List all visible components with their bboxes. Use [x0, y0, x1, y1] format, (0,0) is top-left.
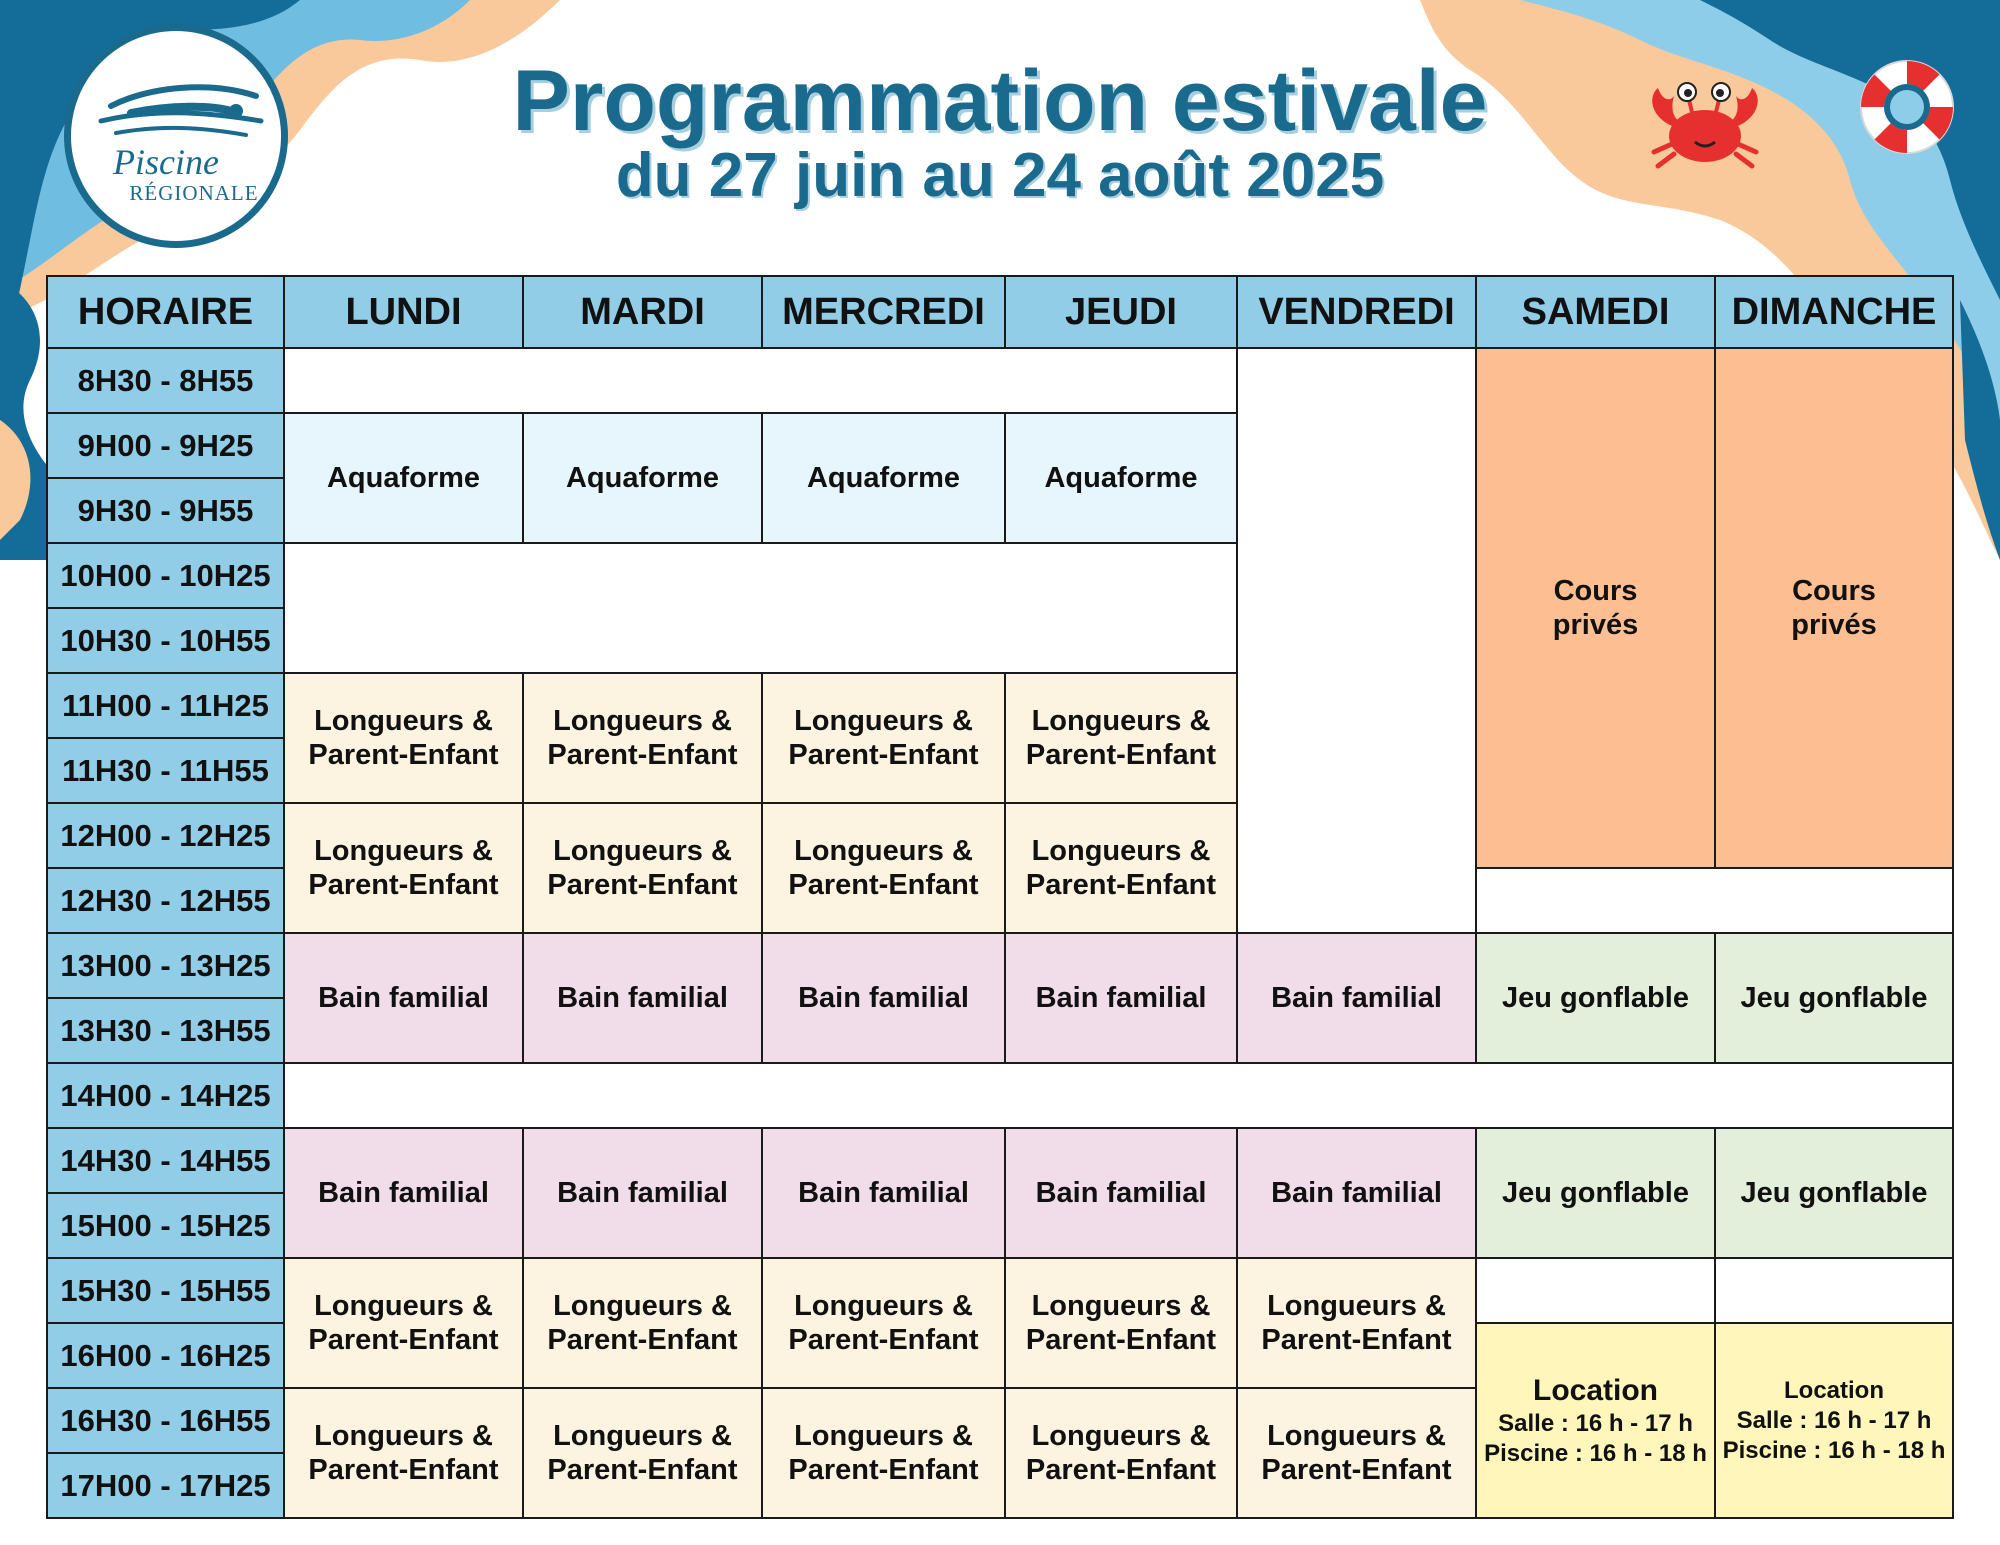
- time-slot: 15H00 - 15H25: [47, 1193, 284, 1258]
- col-header-horaire: HORAIRE: [47, 276, 284, 348]
- time-slot: 8H30 - 8H55: [47, 348, 284, 413]
- bain-familial-cell: Bain familial: [1237, 1128, 1476, 1258]
- time-slot: 11H00 - 11H25: [47, 673, 284, 738]
- logo-name: Piscine: [113, 142, 219, 182]
- empty-cell: [284, 348, 1237, 413]
- bain-familial-cell: Bain familial: [523, 1128, 762, 1258]
- aquaforme-cell: Aquaforme: [523, 413, 762, 543]
- bain-familial-cell: Bain familial: [284, 933, 523, 1063]
- schedule-table: [46, 275, 1954, 1519]
- col-header-vendredi: VENDREDI: [1237, 276, 1476, 348]
- table-row: [47, 348, 1953, 413]
- time-slot: 9H00 - 9H25: [47, 413, 284, 478]
- longueurs-cell: Longueurs & Parent-Enfant: [1005, 1258, 1237, 1388]
- time-slot: 10H00 - 10H25: [47, 543, 284, 608]
- longueurs-cell: Longueurs & Parent-Enfant: [1005, 1388, 1237, 1518]
- longueurs-cell: Longueurs & Parent-Enfant: [523, 1258, 762, 1388]
- lifebuoy-icon: [1852, 52, 1962, 162]
- longueurs-cell: Longueurs & Parent-Enfant: [1005, 673, 1237, 803]
- time-slot: 10H30 - 10H55: [47, 608, 284, 673]
- logo-subtitle: RÉGIONALE: [129, 181, 259, 205]
- longueurs-cell: Longueurs & Parent-Enfant: [1005, 803, 1237, 933]
- empty-cell: [1476, 1258, 1715, 1323]
- jeu-gonflable-cell: Jeu gonflable: [1715, 1128, 1953, 1258]
- longueurs-cell: Longueurs & Parent-Enfant: [762, 1258, 1005, 1388]
- time-slot: 9H30 - 9H55: [47, 478, 284, 543]
- aquaforme-cell: Aquaforme: [284, 413, 523, 543]
- empty-cell: [1476, 868, 1953, 933]
- time-slot: 13H00 - 13H25: [47, 933, 284, 998]
- col-header-mercredi: MERCREDI: [762, 276, 1005, 348]
- cours-prives-cell: Cours privés: [1715, 348, 1953, 868]
- table-row: [47, 1063, 1953, 1128]
- location-cell: Location Salle : 16 h - 17 h Piscine : 16 h - 18 h: [1476, 1323, 1715, 1518]
- empty-cell: [1237, 348, 1476, 933]
- longueurs-cell: Longueurs & Parent-Enfant: [284, 1258, 523, 1388]
- empty-cell: [1715, 1258, 1953, 1323]
- time-slot: 14H00 - 14H25: [47, 1063, 284, 1128]
- longueurs-cell: Longueurs & Parent-Enfant: [762, 803, 1005, 933]
- bain-familial-cell: Bain familial: [1005, 1128, 1237, 1258]
- time-slot: 12H00 - 12H25: [47, 803, 284, 868]
- col-header-samedi: SAMEDI: [1476, 276, 1715, 348]
- time-slot: 16H00 - 16H25: [47, 1323, 284, 1388]
- col-header-dimanche: DIMANCHE: [1715, 276, 1953, 348]
- longueurs-cell: Longueurs & Parent-Enfant: [762, 1388, 1005, 1518]
- table-row: [47, 933, 1953, 998]
- bain-familial-cell: Bain familial: [762, 1128, 1005, 1258]
- cours-prives-cell: Cours privés: [1476, 348, 1715, 868]
- time-slot: 13H30 - 13H55: [47, 998, 284, 1063]
- table-row: [47, 1128, 1953, 1193]
- header-row: [47, 276, 1953, 348]
- time-slot: 16H30 - 16H55: [47, 1388, 284, 1453]
- longueurs-cell: Longueurs & Parent-Enfant: [762, 673, 1005, 803]
- col-header-jeudi: JEUDI: [1005, 276, 1237, 348]
- page-title: Programmation estivale: [512, 53, 1488, 149]
- time-slot: 14H30 - 14H55: [47, 1128, 284, 1193]
- empty-cell: [284, 1063, 1953, 1128]
- longueurs-cell: Longueurs & Parent-Enfant: [284, 673, 523, 803]
- page-subtitle: du 27 juin au 24 août 2025: [615, 141, 1385, 210]
- col-header-lundi: LUNDI: [284, 276, 523, 348]
- crab-icon: [1640, 66, 1770, 176]
- table-row: [47, 1258, 1953, 1323]
- longueurs-cell: Longueurs & Parent-Enfant: [523, 673, 762, 803]
- bain-familial-cell: Bain familial: [284, 1128, 523, 1258]
- time-slot: 15H30 - 15H55: [47, 1258, 284, 1323]
- jeu-gonflable-cell: Jeu gonflable: [1476, 933, 1715, 1063]
- longueurs-cell: Longueurs & Parent-Enfant: [523, 803, 762, 933]
- col-header-mardi: MARDI: [523, 276, 762, 348]
- longueurs-cell: Longueurs & Parent-Enfant: [1237, 1388, 1476, 1518]
- longueurs-cell: Longueurs & Parent-Enfant: [1237, 1258, 1476, 1388]
- aquaforme-cell: Aquaforme: [1005, 413, 1237, 543]
- bain-familial-cell: Bain familial: [762, 933, 1005, 1063]
- time-slot: 12H30 - 12H55: [47, 868, 284, 933]
- time-slot: 17H00 - 17H25: [47, 1453, 284, 1518]
- jeu-gonflable-cell: Jeu gonflable: [1476, 1128, 1715, 1258]
- bain-familial-cell: Bain familial: [523, 933, 762, 1063]
- bain-familial-cell: Bain familial: [1005, 933, 1237, 1063]
- aquaforme-cell: Aquaforme: [762, 413, 1005, 543]
- longueurs-cell: Longueurs & Parent-Enfant: [284, 803, 523, 933]
- bain-familial-cell: Bain familial: [1237, 933, 1476, 1063]
- longueurs-cell: Longueurs & Parent-Enfant: [523, 1388, 762, 1518]
- location-cell: Location Salle : 16 h - 17 h Piscine : 16 h - 18 h: [1715, 1323, 1953, 1518]
- empty-cell: [284, 543, 1237, 673]
- time-slot: 11H30 - 11H55: [47, 738, 284, 803]
- jeu-gonflable-cell: Jeu gonflable: [1715, 933, 1953, 1063]
- longueurs-cell: Longueurs & Parent-Enfant: [284, 1388, 523, 1518]
